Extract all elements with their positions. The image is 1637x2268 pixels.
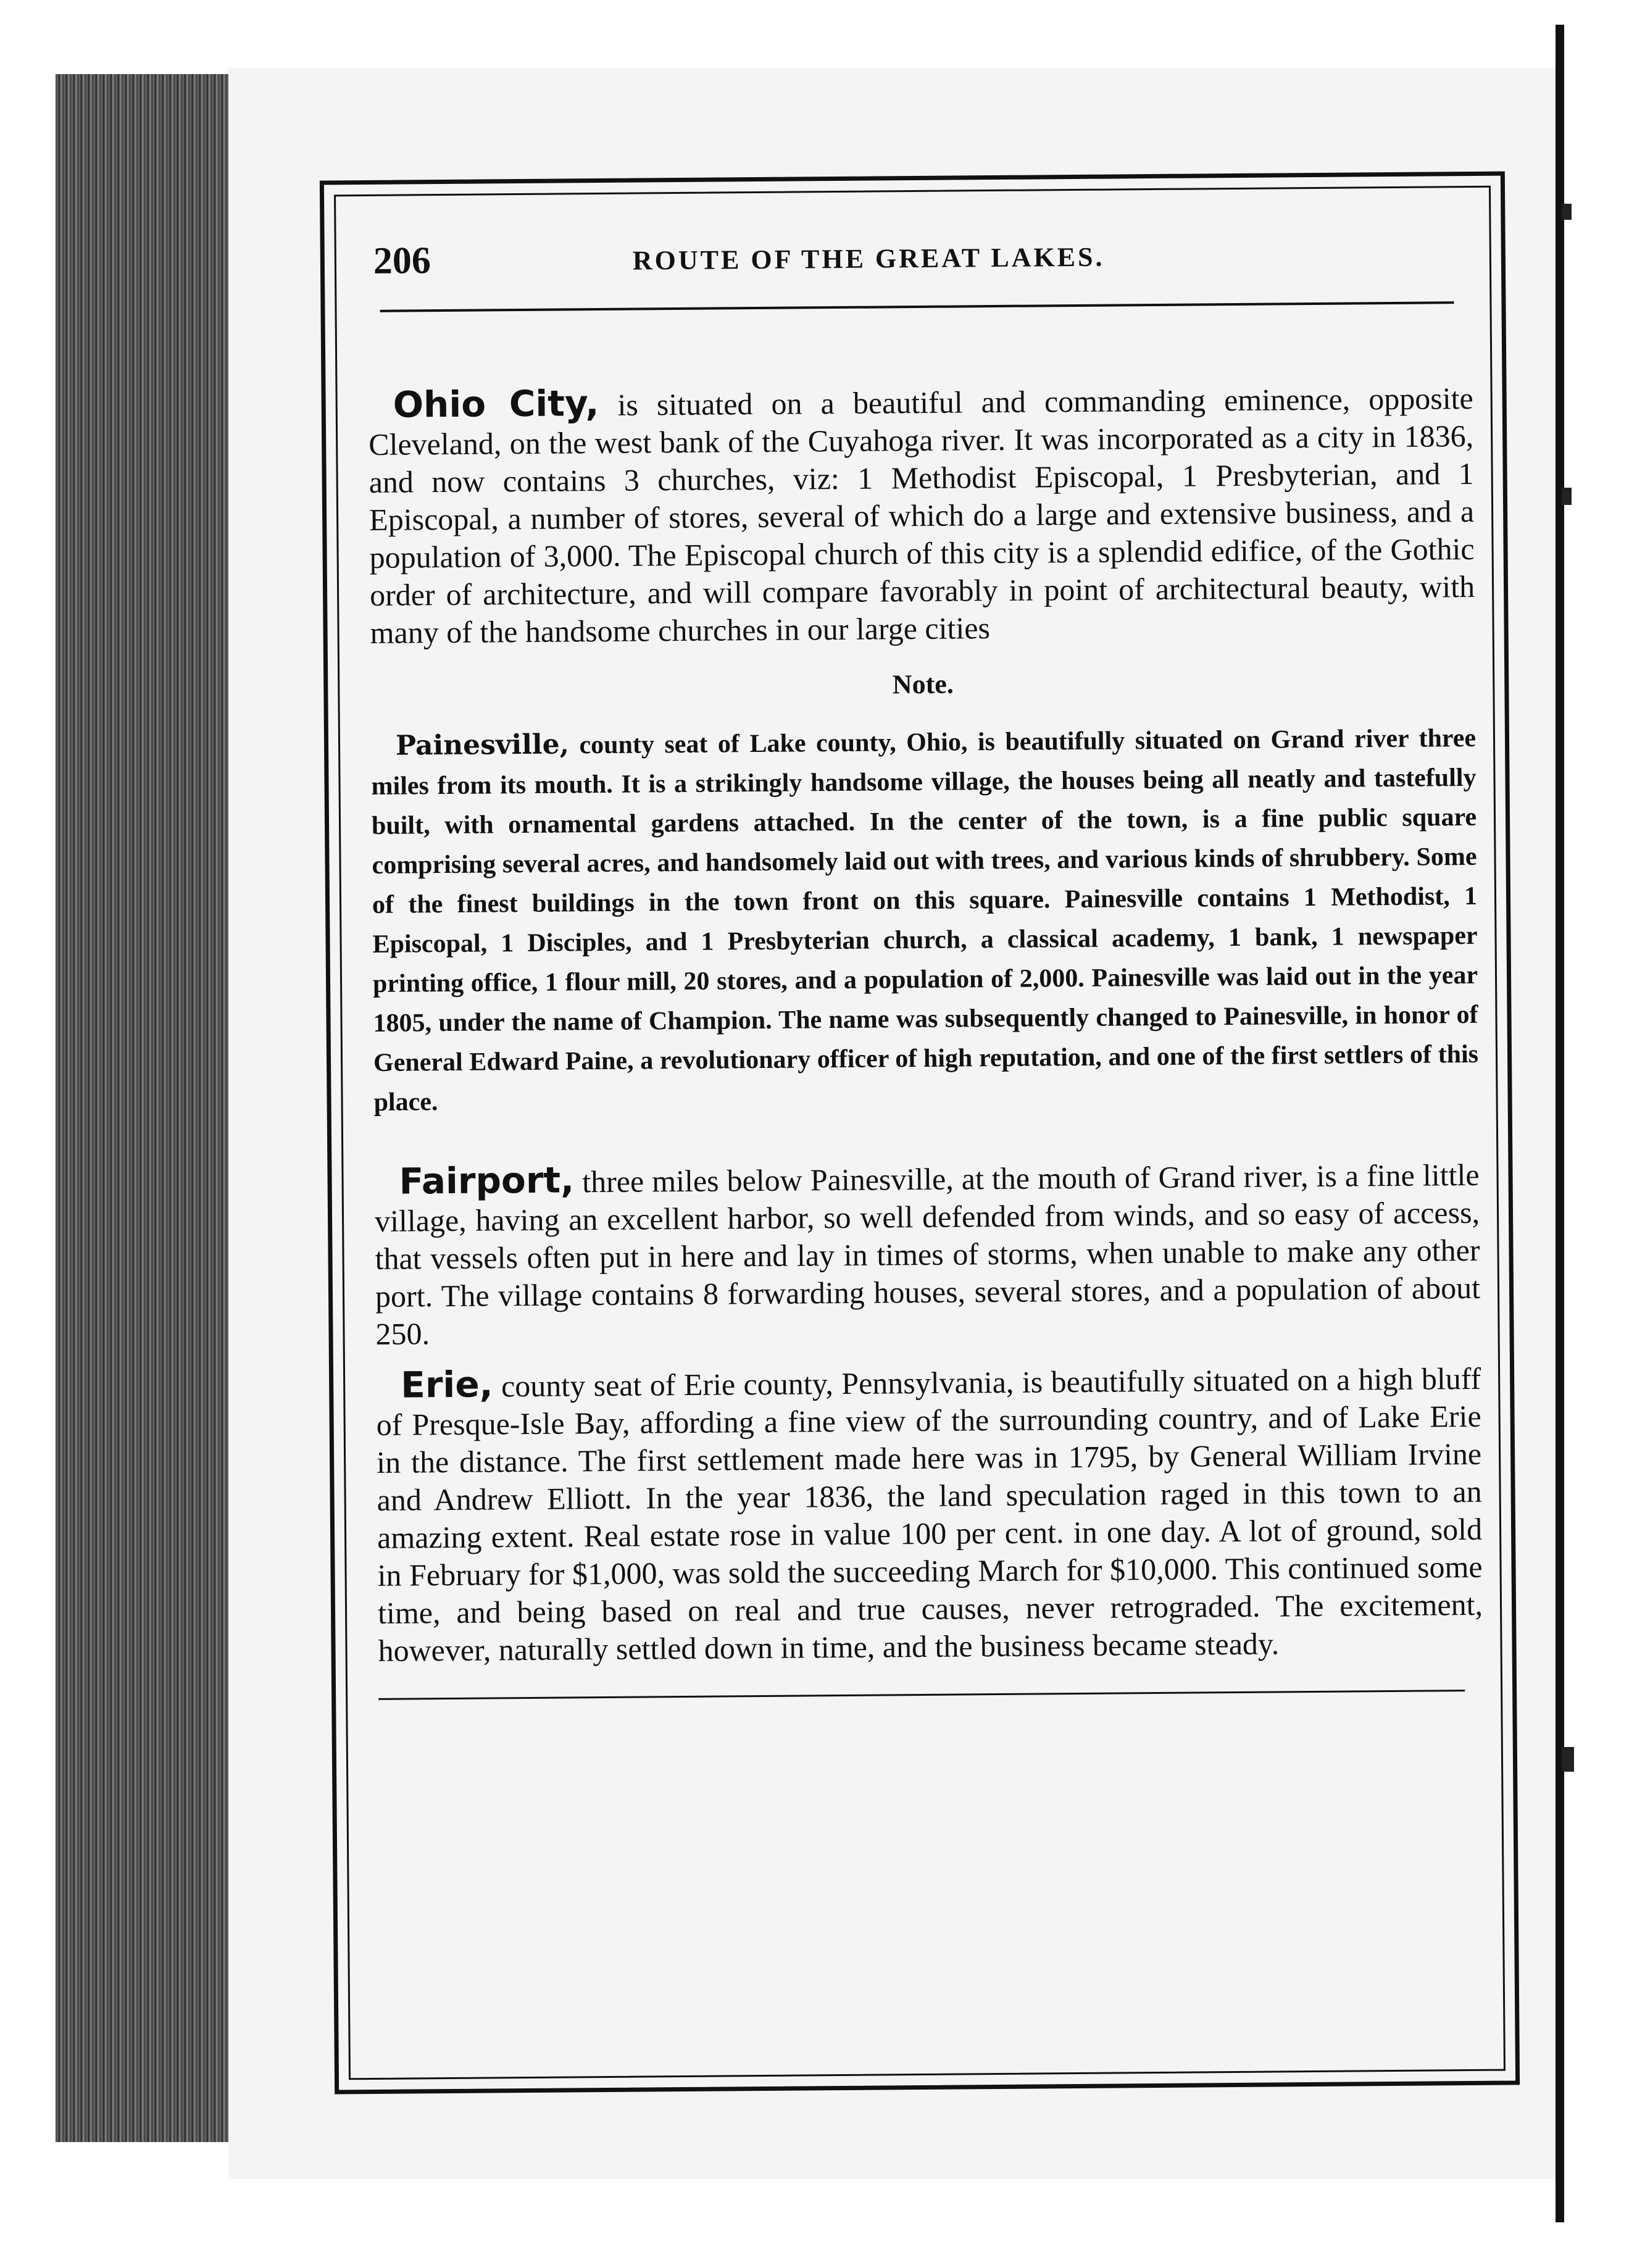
page-number: 206 xyxy=(373,240,431,282)
book-page-edges xyxy=(56,74,241,2142)
fairport-text: three miles below Painesville, at the mouth of Grand river, is a fine little village, having an excellent harbor, so well defended from winds, and so easy of access, that vessels often put in here and lay in times of storms, when unable to make any other port. The village contains 8 forwarding houses, several stores, and a population of about 250. xyxy=(374,1157,1481,1351)
page-border-frame xyxy=(320,172,1520,2095)
fairport-lead: Fairport, xyxy=(399,1159,575,1203)
spacer xyxy=(368,304,1473,386)
page-border-inner xyxy=(334,186,1506,2080)
painesville-text: county seat of Lake county, Ohio, is beautifully situated on Grand river three miles from its mouth. It is a strikingly handsome village, the houses being all neatly and tastefully built, with ornamental gardens attached. In the center of the town, is a fine public square comprising several acres, and handsomely laid out with trees, and various kinds of shrubbery. Some of the finest buildings in the town front on this square. Painesville contains 1 Methodist, 1 Episcopal, 1 Disciples, and 1 Presbyterian church, a classical academy, 1 bank, 1 newspaper printing office, 1 flour mill, 20 stores, and a population of 2,000. Painesville was laid out in the year 1805, under the name of Champion. The name was subsequently changed to Painesville, in honor of General Edward Paine, a revolutionary officer of high reputation, and one of the first settlers of this place. xyxy=(371,723,1479,1117)
facing-page xyxy=(1564,0,1637,2268)
footer-rule xyxy=(378,1690,1465,1700)
ink-mark xyxy=(1562,1747,1574,1772)
ink-mark xyxy=(1562,488,1572,505)
erie-paragraph xyxy=(376,1358,1483,1670)
page-content xyxy=(367,231,1484,1700)
note-heading: Note. xyxy=(892,669,954,700)
running-title: ROUTE OF THE GREAT LAKES. xyxy=(632,241,1105,276)
painesville-lead: Painesville, xyxy=(395,728,570,762)
ink-mark xyxy=(1562,204,1572,220)
ohio-city-text: is situated on a beautiful and commanding eminence, opposite Cleveland, on the west bank of the Cuyahoga river. It was incorporated as a city in 1836, and now contains 3 churches, viz: 1 Methodist Episcopal, 1 Presbyterian, and 1 Episcopal, a number of stores, several of which do a large and extensive business, and a population of 3,000. The Episcopal church of this city is a splendid edifice, of the Gothic order of architecture, and will compare favorably in point of architectural beauty, with many of the handsome churches in our large cities xyxy=(368,380,1475,650)
facing-page-edge xyxy=(1556,25,1564,2222)
fairport-paragraph xyxy=(374,1154,1480,1353)
ohio-city-lead: Ohio City, xyxy=(393,382,599,426)
erie-lead: Erie, xyxy=(400,1363,493,1406)
ohio-city-paragraph xyxy=(368,378,1475,652)
running-head xyxy=(367,231,1473,295)
erie-text: county seat of Erie county, Pennsylvania, is beautifully situated on a high bluff of Presque-Isle Bay, affording a fine view of the surrounding country, and of Lake Erie in the distance. The first settlement made here was in 1795, by General William Irvine and Andrew Elliott. In the year 1836, the land speculation raged in this town to an amazing extent. Real estate rose in value 100 per cent. in one day. A lot of ground, sold in February for $1,000, was sold the succeeding March for $10,000. This continued some time, and being based on real and true causes, never retrograded. The excitement, however, naturally settled down in time, and the business became steady. xyxy=(376,1361,1483,1668)
painesville-paragraph xyxy=(371,718,1479,1122)
